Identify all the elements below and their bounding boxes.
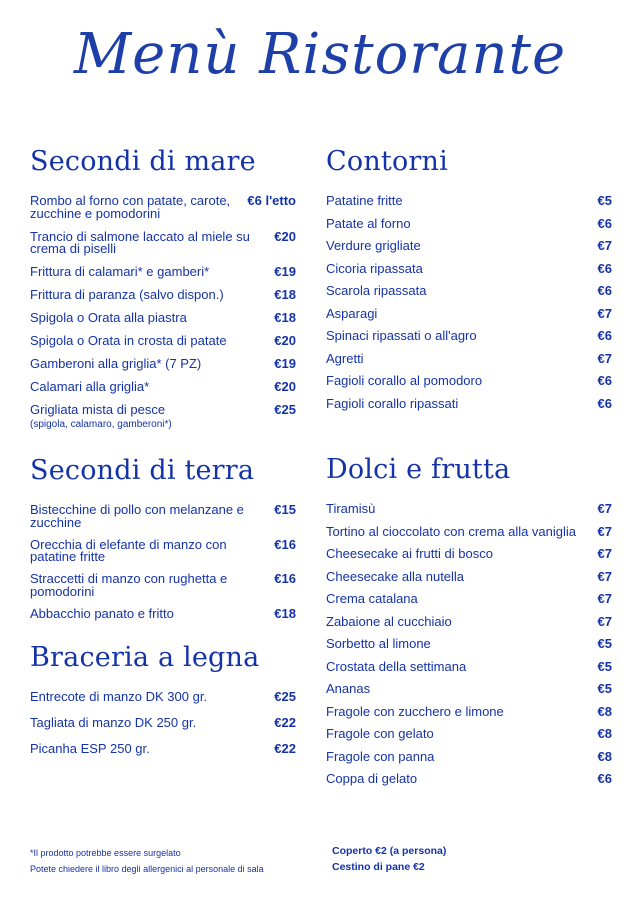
menu-item-name-text: Sorbetto al limone (326, 636, 431, 651)
menu-item (30, 743, 296, 756)
menu-item-price: €22 (274, 741, 296, 756)
menu-item (30, 381, 296, 394)
menu-item-name-text: Zabaione al cucchiaio (326, 613, 452, 629)
menu-item-price: €8 (597, 726, 612, 741)
menu-item (326, 285, 612, 298)
menu-item-name-text: Fragole con gelato (326, 726, 434, 741)
menu-item-price: €15 (274, 502, 296, 517)
menu-item-name-text: Frittura di calamari* e gamberi* (30, 264, 210, 279)
section-heading: Secondi di mare (30, 146, 256, 177)
menu-item-name (326, 330, 485, 343)
menu-item-name (30, 195, 247, 220)
menu-item-price: €20 (274, 333, 296, 348)
menu-item-name (30, 536, 274, 564)
menu-item-name-text: Gamberoni alla griglia* (7 PZ) (30, 356, 202, 371)
menu-item-name-text: Fragole con panna (326, 748, 435, 764)
menu-item (326, 240, 612, 253)
menu-item-name-text: Spigola o Orata in crosta di patate (30, 333, 227, 348)
menu-item (326, 350, 612, 366)
menu-item-price: €7 (597, 523, 612, 539)
menu-item-name-text: Grigliata mista di pesce (30, 402, 166, 417)
menu-item (326, 638, 612, 651)
menu-item (30, 358, 296, 371)
menu-item (30, 504, 296, 529)
menu-item-name (326, 593, 426, 606)
menu-item-name-text: Calamari alla griglia* (30, 379, 150, 394)
menu-item-name-text: Rombo al forno con patate, carote, zucchine e pomodorini (30, 193, 231, 221)
menu-item-name (326, 375, 490, 388)
menu-item-name-text: Tortino al cioccolato con crema alla vaniglia (326, 523, 577, 539)
menu-item-price: €5 (597, 193, 612, 208)
menu-item-name-text: Patatine fritte (326, 193, 403, 208)
menu-item (30, 691, 296, 704)
menu-item (326, 773, 612, 786)
menu-item-price: €19 (274, 264, 296, 279)
menu-item-name-text: Straccetti di manzo con rughetta e pomodorini (30, 571, 228, 599)
menu-item (326, 330, 612, 343)
menu-item-name (326, 658, 474, 674)
menu-item-name-text: Entrecote di manzo DK 300 gr. (30, 689, 208, 704)
menu-item-price: €6 (597, 283, 612, 298)
menu-list (30, 691, 296, 756)
menu-item-price: €5 (597, 636, 612, 651)
menu-item-price: €5 (597, 681, 612, 696)
menu-item-name-text: Crema catalana (326, 591, 418, 606)
menu-item-name-text: Cicoria ripassata (326, 260, 423, 276)
menu-item-name-text: Fagioli corallo al pomodoro (326, 373, 483, 388)
menu-item (326, 748, 612, 764)
menu-item-name (326, 350, 372, 366)
menu-item-name (326, 305, 385, 321)
menu-list (30, 195, 296, 431)
menu-item-name (326, 240, 429, 253)
menu-item-price: €8 (597, 748, 612, 764)
menu-item-price: €7 (597, 238, 612, 253)
menu-item-name (326, 195, 411, 208)
menu-item-name (30, 266, 217, 279)
menu-item-name-text: Fragole con zucchero e limone (326, 703, 504, 719)
menu-item (30, 404, 296, 431)
menu-item-name-text: Patate al forno (326, 215, 411, 231)
menu-item-price: €16 (274, 536, 296, 552)
menu-item-name-text: Tagliata di manzo DK 250 gr. (30, 715, 197, 730)
menu-item-price: €6 (597, 328, 612, 343)
menu-item-price: €20 (274, 228, 296, 244)
menu-item-price: €6 l'etto (247, 193, 296, 208)
menu-item-name-text: Scarola ripassata (326, 283, 427, 298)
menu-item (326, 195, 612, 208)
menu-item-name (30, 504, 274, 529)
menu-item (326, 523, 612, 539)
menu-item-price: €8 (597, 703, 612, 719)
menu-item-name (326, 613, 460, 629)
menu-item-price: €7 (597, 568, 612, 584)
menu-item-name (326, 683, 378, 696)
menu-list (30, 504, 296, 620)
menu-item (326, 548, 612, 561)
menu-item-name-text: Bistecchine di pollo con melanzane e zucchine (30, 502, 244, 530)
menu-item-name (30, 335, 235, 348)
menu-item-name (30, 691, 215, 704)
menu-item-name (30, 717, 204, 730)
menu-item (326, 728, 612, 741)
menu-item-name (30, 358, 209, 371)
footnote-block (30, 845, 320, 877)
menu-item-name (326, 523, 584, 539)
menu-item-name-text: Cheesecake alla nutella (326, 568, 465, 584)
menu-item-name-text: Picanha ESP 250 gr. (30, 741, 150, 756)
menu-item-note: (spigola, calamaro, gamberoni*) (30, 418, 172, 430)
menu-item (30, 573, 296, 598)
menu-item-price: €18 (274, 605, 296, 621)
menu-item (30, 289, 296, 302)
menu-item (30, 605, 296, 621)
menu-list (326, 503, 612, 786)
page-title: Menù Ristorante (73, 22, 567, 87)
menu-item-name-text: Coppa di gelato (326, 771, 418, 786)
menu-item-name (326, 568, 472, 584)
menu-item-name-text: Frittura di paranza (salvo dispon.) (30, 287, 224, 302)
menu-item-price: €22 (274, 715, 296, 730)
menu-item-name (326, 215, 419, 231)
menu-item (30, 228, 296, 256)
surgelato-note: *Il prodotto potrebbe essere surgelato (30, 848, 181, 858)
menu-item-price: €7 (597, 305, 612, 321)
menu-item-name (326, 548, 501, 561)
menu-item-name (326, 748, 442, 764)
menu-item (326, 305, 612, 321)
menu-list (326, 195, 612, 410)
section-heading: Contorni (326, 146, 448, 177)
section-contorni (326, 146, 612, 420)
menu-item-name (30, 605, 182, 621)
section-dolci-e-frutta (326, 454, 612, 796)
menu-item-price: €25 (274, 689, 296, 704)
menu-item (326, 683, 612, 696)
menu-item (30, 195, 296, 220)
menu-item-name (30, 743, 158, 756)
menu-item (30, 266, 296, 279)
menu-item (326, 703, 612, 719)
menu-item-name-text: Trancio di salmone laccato al miele su crema di piselli (30, 228, 250, 256)
service-charges (332, 843, 446, 875)
menu-item-name-text: Spinaci ripassati o all'agro (326, 328, 477, 343)
menu-item (30, 335, 296, 348)
menu-item-price: €18 (274, 287, 296, 302)
menu-item-name-text: Abbacchio panato e fritto (30, 605, 174, 621)
menu-item (30, 536, 296, 564)
menu-item-name (30, 289, 232, 302)
menu-item-name-text: Asparagi (326, 305, 378, 321)
menu-item-name-text: Agretti (326, 350, 364, 366)
menu-item (326, 613, 612, 629)
menu-item (326, 568, 612, 584)
menu-item-name-text: Verdure grigliate (326, 238, 421, 253)
menu-item (30, 717, 296, 730)
menu-item (326, 375, 612, 388)
menu-item (326, 395, 612, 411)
menu-item-name-text: Fagioli corallo ripassati (326, 395, 459, 411)
menu-item-price: €7 (597, 546, 612, 561)
menu-item-price: €6 (597, 771, 612, 786)
menu-item-price: €7 (597, 350, 612, 366)
menu-item-name (30, 312, 195, 325)
menu-item-price: €25 (274, 402, 296, 417)
pane-charge: Cestino di pane €2 (332, 861, 425, 873)
menu-item-price: €6 (597, 215, 612, 231)
menu-item-name-text: Cheesecake ai frutti di bosco (326, 546, 493, 561)
menu-item-name (326, 260, 431, 276)
menu-item-name (30, 381, 157, 394)
menu-item-price: €16 (274, 571, 296, 586)
allergeni-note: Potete chiedere il libro degli allergenici al personale di sala (30, 864, 264, 874)
menu-item (326, 215, 612, 231)
menu-item-price: €5 (597, 658, 612, 674)
menu-item-name (30, 404, 180, 431)
menu-item-price: €19 (274, 356, 296, 371)
section-secondi-di-terra (30, 455, 296, 630)
section-braceria-a-legna (30, 642, 296, 769)
menu-item-name (326, 638, 439, 651)
menu-item (326, 260, 612, 276)
menu-item (326, 658, 612, 674)
menu-item-name-text: Tiramisù (326, 501, 376, 516)
menu-item (326, 503, 612, 516)
menu-item-name (326, 503, 383, 516)
menu-item-name (30, 228, 274, 256)
menu-item-price: €6 (597, 260, 612, 276)
coperto-charge: Coperto €2 (a persona) (332, 845, 447, 857)
menu-item-name-text: Ananas (326, 681, 371, 696)
menu-item-price: €7 (597, 613, 612, 629)
menu-item (326, 593, 612, 606)
menu-item-name (326, 728, 442, 741)
menu-item-price: €7 (597, 591, 612, 606)
menu-item-name-text: Orecchia di elefante di manzo con patatine fritte (30, 536, 227, 564)
menu-item-name-text: Spigola o Orata alla piastra (30, 310, 187, 325)
section-heading: Secondi di terra (30, 455, 255, 486)
menu-item-price: €20 (274, 379, 296, 394)
section-secondi-di-mare (30, 146, 296, 441)
menu-item-name (30, 573, 274, 598)
menu-item-name-text: Crostata della settimana (326, 658, 467, 674)
menu-item (30, 312, 296, 325)
menu-item-name (326, 703, 512, 719)
menu-item-name (326, 395, 466, 411)
menu-item-name (326, 285, 434, 298)
menu-item-price: €6 (597, 373, 612, 388)
menu-item-name (326, 773, 425, 786)
section-heading: Braceria a legna (30, 642, 260, 673)
section-heading: Dolci e frutta (326, 454, 511, 485)
menu-item-price: €6 (597, 395, 612, 411)
menu-item-price: €18 (274, 310, 296, 325)
menu-item-price: €7 (597, 501, 612, 516)
